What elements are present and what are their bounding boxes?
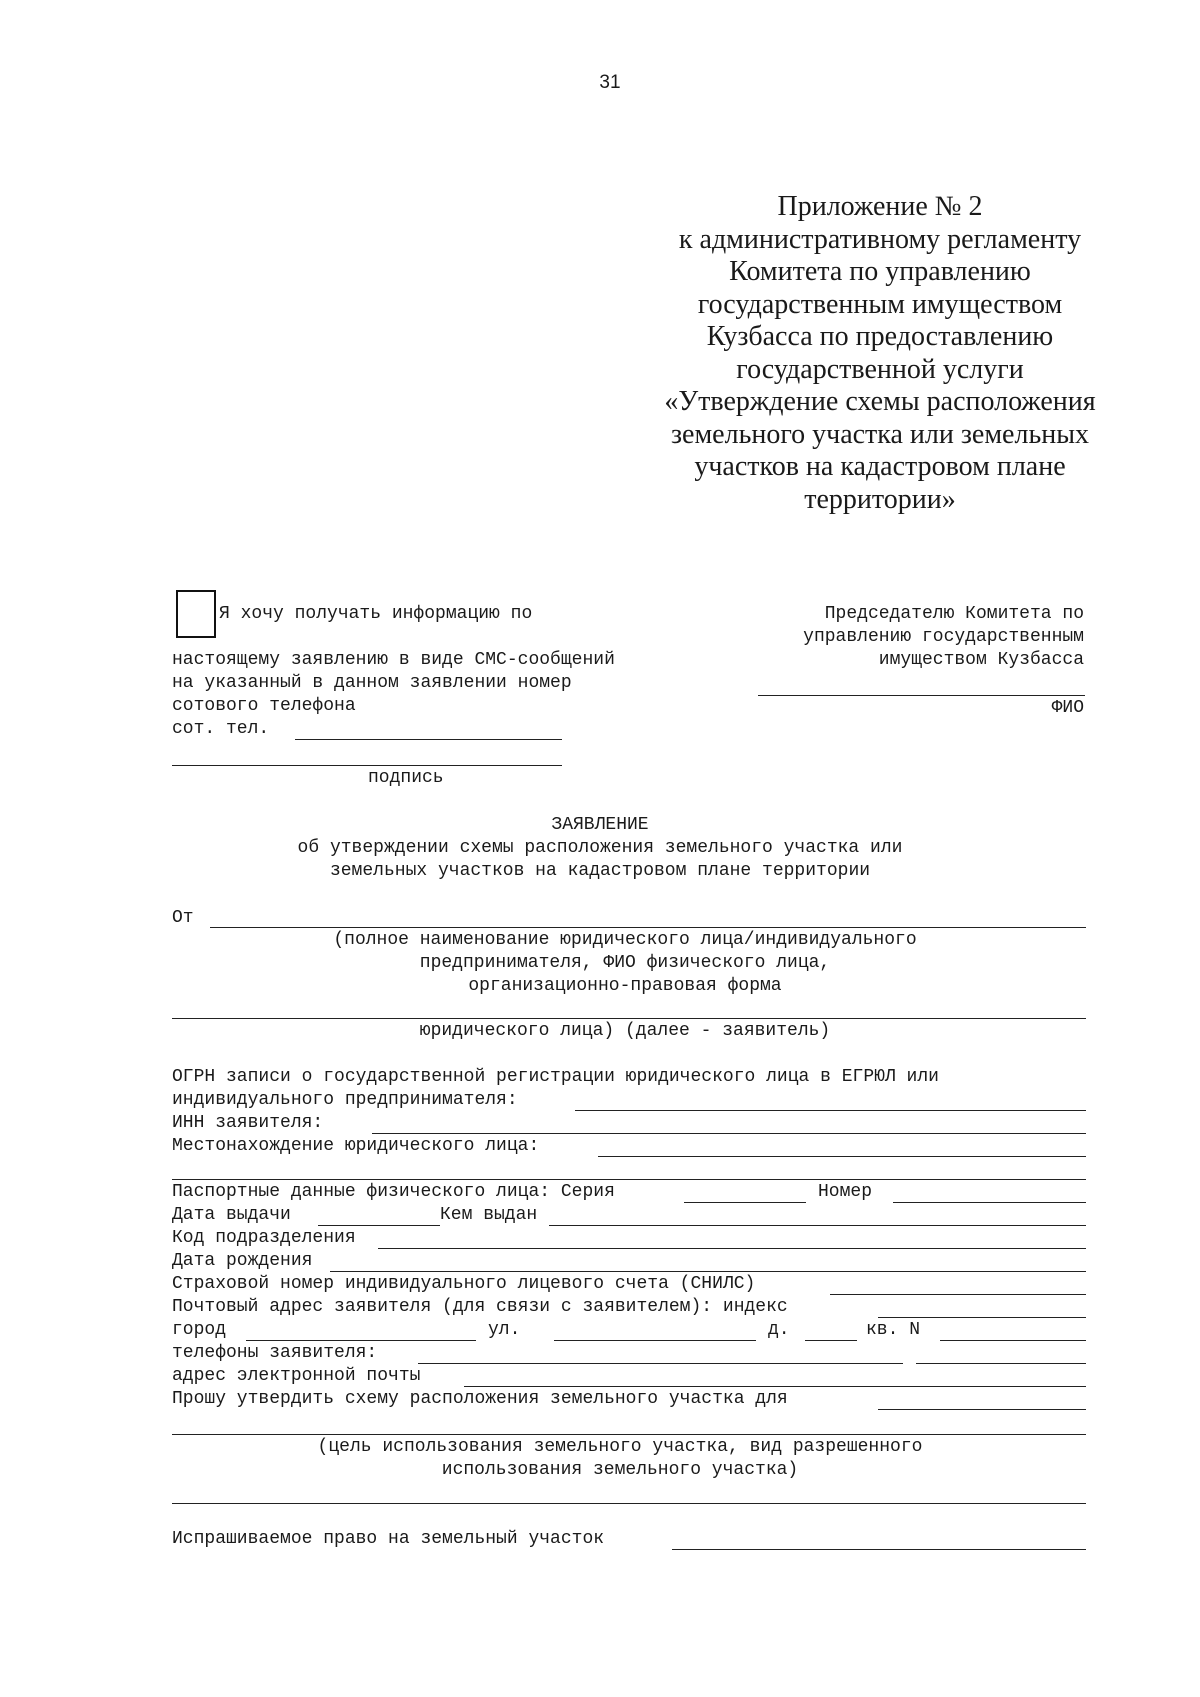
- passport-series-line[interactable]: [684, 1202, 806, 1203]
- sms-consent-text: Я хочу получать информацию по: [219, 604, 533, 624]
- page-number: 31: [599, 72, 621, 93]
- addressee-line: имуществом Кузбасса: [878, 650, 1084, 670]
- street-label: ул.: [488, 1320, 521, 1340]
- inn-input-line[interactable]: [372, 1133, 1086, 1134]
- purpose-line[interactable]: [172, 1503, 1086, 1504]
- fio-caption: ФИО: [1051, 698, 1084, 718]
- postal-index-line[interactable]: [878, 1317, 1086, 1318]
- from-caption: юридического лица) (далее - заявитель): [419, 1021, 831, 1041]
- ogrn-label: индивидуального предпринимателя:: [172, 1090, 518, 1110]
- city-label: город: [172, 1320, 227, 1340]
- from-caption: (полное наименование юридического лица/индивидуального: [333, 930, 917, 950]
- signature-line[interactable]: [172, 765, 562, 766]
- issued-by-label: Кем выдан: [440, 1205, 538, 1225]
- city-line[interactable]: [246, 1340, 476, 1341]
- birth-date-line[interactable]: [330, 1271, 1086, 1272]
- email-line[interactable]: [464, 1386, 1086, 1387]
- passport-number-line[interactable]: [893, 1202, 1086, 1203]
- location-label: Местонахождение юридического лица:: [172, 1136, 540, 1156]
- document-subtitle: об утверждении схемы расположения земельного участка или: [297, 838, 903, 858]
- snils-line[interactable]: [830, 1294, 1086, 1295]
- division-code-label: Код подразделения: [172, 1228, 356, 1248]
- location-input-line[interactable]: [598, 1156, 1086, 1157]
- issued-by-line[interactable]: [549, 1225, 1086, 1226]
- from-caption: организационно-правовая форма: [468, 976, 782, 996]
- passport-number-label: Номер: [818, 1182, 873, 1202]
- house-label: д.: [768, 1320, 790, 1340]
- appendix-line: территории»: [804, 483, 956, 515]
- issue-date-label: Дата выдачи: [172, 1205, 291, 1225]
- sms-consent-checkbox[interactable]: [176, 590, 216, 638]
- right-requested-line[interactable]: [672, 1549, 1086, 1550]
- inn-label: ИНН заявителя:: [172, 1113, 324, 1133]
- approve-label: Прошу утвердить схему расположения земельного участка для: [172, 1389, 788, 1409]
- phone-input-line[interactable]: [295, 739, 562, 740]
- ogrn-label: ОГРН записи о государственной регистрации юридического лица в ЕГРЮЛ или: [172, 1067, 939, 1087]
- phones-label: телефоны заявителя:: [172, 1343, 378, 1363]
- street-line[interactable]: [554, 1340, 756, 1341]
- appendix-line: «Утверждение схемы расположения: [664, 386, 1096, 417]
- appendix-line: государственной услуги: [736, 353, 1024, 385]
- sms-consent-text: на указанный в данном заявлении номер: [172, 673, 572, 693]
- division-code-line[interactable]: [378, 1248, 1086, 1249]
- sms-consent-text: настоящему заявлению в виде СМС-сообщений: [172, 650, 615, 670]
- sms-consent-text: сотового телефона: [172, 696, 356, 716]
- appendix-line: к административному регламенту: [678, 223, 1082, 255]
- purpose-caption: использования земельного участка): [441, 1460, 799, 1480]
- location-input-line-2[interactable]: [172, 1179, 1086, 1180]
- passport-label: Паспортные данные физического лица: Серия: [172, 1182, 615, 1202]
- appendix-line: участков на кадастровом плане: [694, 451, 1066, 482]
- from-caption: предпринимателя, ФИО физического лица,: [419, 953, 831, 973]
- document-subtitle: земельных участков на кадастровом плане территории: [329, 861, 871, 881]
- issue-date-line[interactable]: [318, 1225, 440, 1226]
- approve-line-2[interactable]: [172, 1434, 1086, 1435]
- signature-caption: подпись: [368, 768, 444, 788]
- email-label: адрес электронной почты: [172, 1366, 421, 1386]
- apt-line[interactable]: [940, 1340, 1086, 1341]
- appendix-line: государственным имуществом: [697, 288, 1063, 320]
- apt-label: кв. N: [866, 1320, 921, 1340]
- snils-label: Страховой номер индивидуального лицевого счета (СНИЛС): [172, 1274, 756, 1294]
- from-input-line[interactable]: [210, 927, 1086, 928]
- document-title: ЗАЯВЛЕНИЕ: [551, 815, 649, 835]
- from-input-line-2[interactable]: [172, 1018, 1086, 1019]
- addressee-line: управлению государственным: [803, 627, 1084, 647]
- phone-label: сот. тел.: [172, 719, 270, 739]
- approve-line[interactable]: [878, 1409, 1086, 1410]
- purpose-caption: (цель использования земельного участка, вид разрешенного: [317, 1437, 923, 1457]
- appendix-line: Приложение № 2: [777, 191, 983, 222]
- appendix-line: земельного участка или земельных: [670, 418, 1090, 450]
- house-line[interactable]: [805, 1340, 857, 1341]
- appendix-line: Комитета по управлению: [729, 256, 1031, 287]
- appendix-line: Кузбасса по предоставлению: [706, 321, 1054, 352]
- birth-date-label: Дата рождения: [172, 1251, 313, 1271]
- addressee-fio-line[interactable]: [758, 695, 1085, 696]
- postal-label: Почтовый адрес заявителя (для связи с заявителем): индекс: [172, 1297, 788, 1317]
- phone-line-2[interactable]: [916, 1363, 1086, 1364]
- right-requested-label: Испрашиваемое право на земельный участок: [172, 1529, 605, 1549]
- ogrn-input-line[interactable]: [575, 1110, 1086, 1111]
- addressee-line: Председателю Комитета по: [824, 604, 1084, 624]
- from-label: От: [172, 908, 194, 928]
- phone-line-1[interactable]: [418, 1363, 903, 1364]
